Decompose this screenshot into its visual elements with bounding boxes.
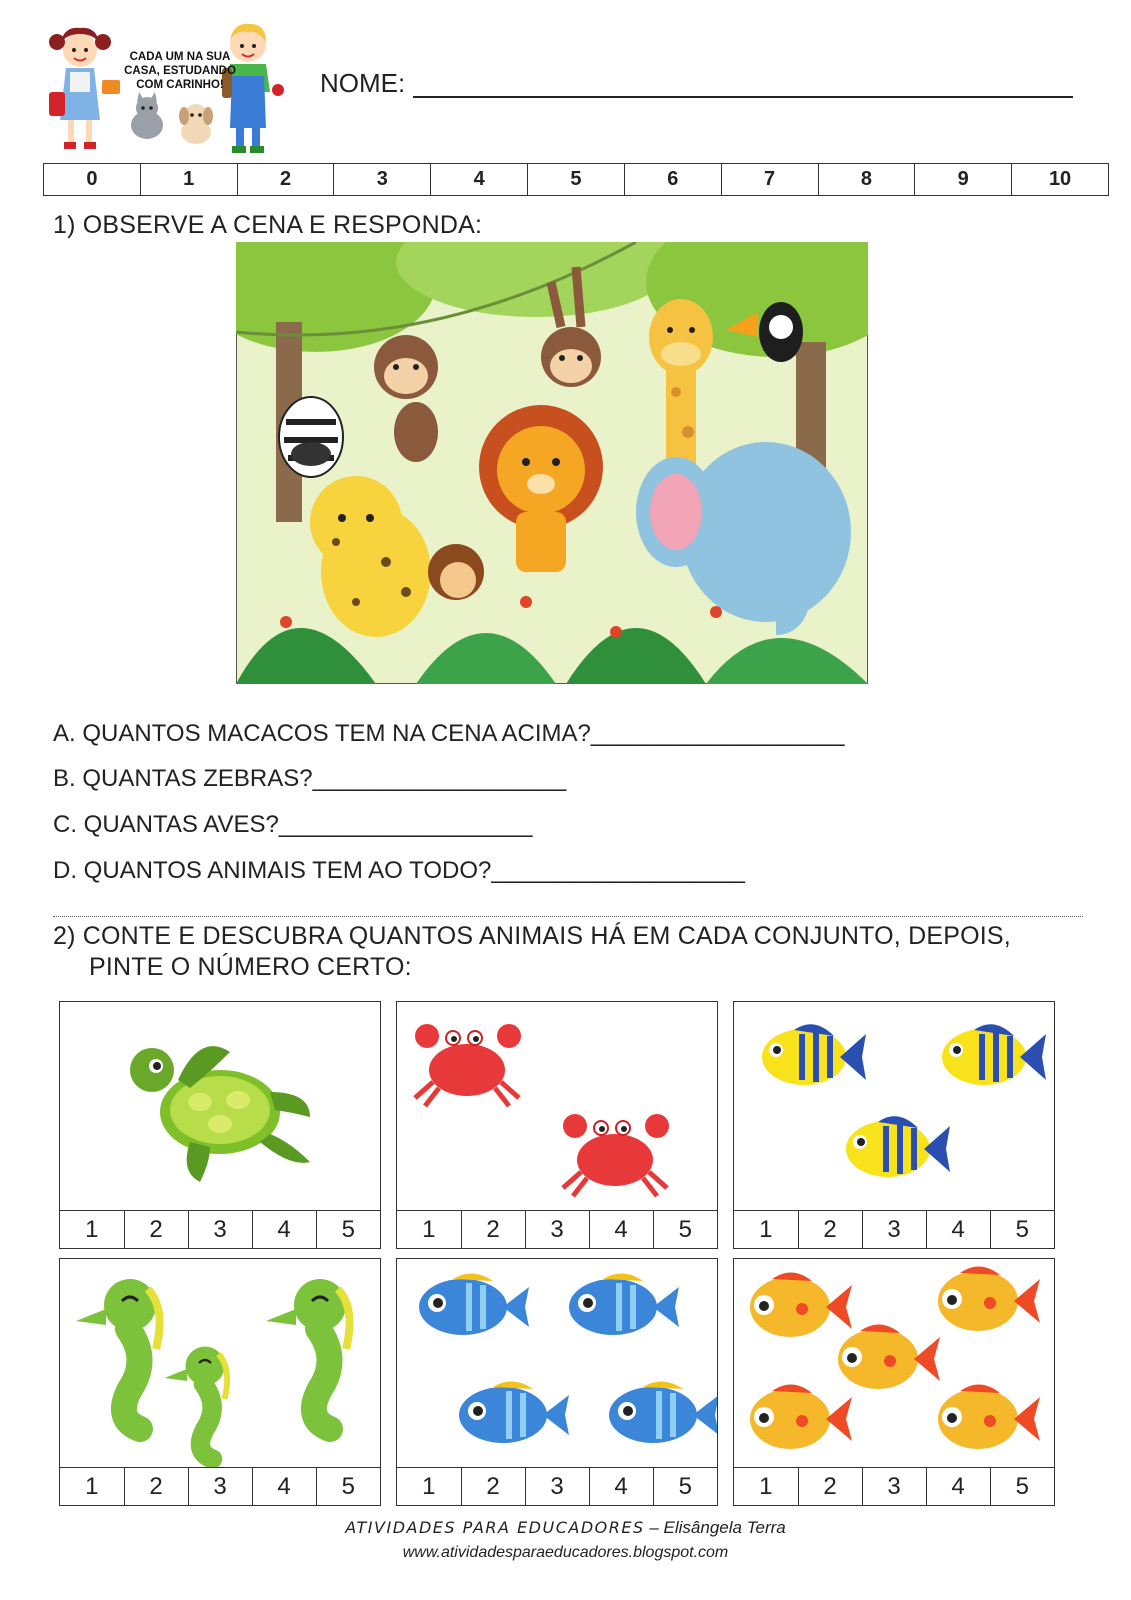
number-options: [397, 1467, 717, 1505]
number-option[interactable]: 2: [124, 1211, 188, 1249]
number-option[interactable]: 5: [990, 1211, 1054, 1249]
footer-author: – Elisângela Terra: [644, 1518, 786, 1537]
number-option[interactable]: 4: [926, 1211, 990, 1249]
logo-caption: [118, 50, 242, 92]
number-option[interactable]: 3: [188, 1468, 252, 1506]
number-options: [734, 1467, 1054, 1505]
count-set-crabs: [396, 1001, 718, 1249]
grade-cell[interactable]: 2: [237, 164, 334, 196]
number-option[interactable]: 1: [60, 1468, 124, 1506]
question-1d: D. QUANTOS ANIMAIS TEM AO TODO?___________________: [53, 857, 745, 884]
count-set-seahorses: [59, 1258, 381, 1506]
grade-cell[interactable]: 6: [624, 164, 721, 196]
count-set-blue-fish: [396, 1258, 718, 1506]
number-option[interactable]: 1: [397, 1468, 461, 1506]
number-option[interactable]: 5: [316, 1211, 380, 1249]
number-options: [60, 1467, 380, 1505]
seahorse-icon: [76, 1279, 160, 1429]
number-option[interactable]: 3: [862, 1211, 926, 1249]
jungle-scene-illustration: [236, 242, 868, 684]
grade-cell[interactable]: 7: [721, 164, 818, 196]
number-options: [397, 1210, 717, 1248]
name-label: NOME:: [320, 68, 406, 98]
yellow-fish-icon: [762, 1024, 866, 1085]
number-option[interactable]: 2: [461, 1468, 525, 1506]
question-1c: C. QUANTAS AVES?___________________: [53, 811, 533, 838]
number-option[interactable]: 4: [252, 1468, 316, 1506]
question-1b: B. QUANTAS ZEBRAS?___________________: [53, 765, 567, 792]
grade-scale: [43, 163, 1109, 196]
question-1-title: 1) OBSERVE A CENA E RESPONDA:: [53, 211, 483, 239]
blue-fish-icon: [419, 1273, 529, 1335]
number-option[interactable]: 4: [589, 1211, 653, 1249]
number-option[interactable]: 4: [252, 1211, 316, 1249]
section-divider: [53, 916, 1083, 917]
logo-caption-line: CADA UM NA SUA: [129, 51, 231, 63]
footer-credit: [0, 1518, 1131, 1538]
footer-url[interactable]: www.atividadesparaeducadores.blogspot.com: [402, 1544, 729, 1561]
number-option[interactable]: 2: [798, 1211, 862, 1249]
name-answer-line[interactable]: [413, 96, 1073, 98]
count-set-yellow-fish: [733, 1001, 1055, 1249]
seahorses-illustration: [60, 1259, 380, 1467]
grade-cell[interactable]: 10: [1012, 164, 1109, 196]
yellow-fish-illustration: [734, 1002, 1054, 1210]
grade-cell[interactable]: 8: [818, 164, 915, 196]
grade-cell[interactable]: 9: [915, 164, 1012, 196]
number-option[interactable]: 2: [798, 1468, 862, 1506]
logo-caption-line: CASA, ESTUDANDO: [124, 65, 236, 77]
number-option[interactable]: 3: [862, 1468, 926, 1506]
question-1a: A. QUANTOS MACACOS TEM NA CENA ACIMA?___________________: [53, 720, 845, 747]
number-option[interactable]: 2: [461, 1211, 525, 1249]
orange-fish-icon: [938, 1384, 1040, 1449]
turtle-illustration: [60, 1002, 380, 1210]
crab-icon: [415, 1024, 521, 1106]
number-option[interactable]: 4: [926, 1468, 990, 1506]
number-option[interactable]: 2: [124, 1468, 188, 1506]
number-options: [734, 1210, 1054, 1248]
blue-fish-icon: [569, 1273, 679, 1335]
number-option[interactable]: 5: [653, 1211, 717, 1249]
number-option[interactable]: 3: [525, 1211, 589, 1249]
seahorse-icon: [266, 1279, 350, 1429]
seahorse-icon: [165, 1347, 228, 1460]
logo-caption-line: COM CARINHO!: [136, 79, 224, 91]
question-2-title-line: 2) CONTE E DESCUBRA QUANTOS ANIMAIS HÁ EM CADA CONJUNTO, DEPOIS,: [53, 922, 1011, 950]
number-option[interactable]: 1: [734, 1211, 798, 1249]
blue-fish-icon: [459, 1381, 569, 1443]
number-option[interactable]: 3: [525, 1468, 589, 1506]
number-option[interactable]: 5: [653, 1468, 717, 1506]
number-option[interactable]: 4: [589, 1468, 653, 1506]
turtle-icon: [130, 1046, 310, 1182]
grade-cell[interactable]: 5: [528, 164, 625, 196]
number-option[interactable]: 3: [188, 1211, 252, 1249]
question-2-title-line: PINTE O NÚMERO CERTO:: [89, 953, 412, 981]
number-option[interactable]: 1: [734, 1468, 798, 1506]
count-set-turtles: [59, 1001, 381, 1249]
crab-icon: [563, 1114, 669, 1196]
orange-fish-icon: [938, 1266, 1040, 1331]
number-option[interactable]: 1: [397, 1211, 461, 1249]
orange-fish-icon: [838, 1324, 940, 1389]
number-option[interactable]: 1: [60, 1211, 124, 1249]
number-option[interactable]: 5: [316, 1468, 380, 1506]
number-options: [60, 1210, 380, 1248]
blue-fish-icon: [609, 1381, 717, 1443]
yellow-fish-icon: [942, 1024, 1046, 1085]
grade-cell[interactable]: 0: [44, 164, 141, 196]
grade-cell[interactable]: 3: [334, 164, 431, 196]
number-option[interactable]: 5: [990, 1468, 1054, 1506]
grade-cell[interactable]: 4: [431, 164, 528, 196]
question-2-title: [53, 921, 1011, 983]
orange-fish-illustration: [734, 1259, 1054, 1467]
grade-cell[interactable]: 1: [140, 164, 237, 196]
count-set-orange-fish: [733, 1258, 1055, 1506]
footer-brand: ATIVIDADES PARA EDUCADORES: [345, 1518, 645, 1537]
yellow-fish-icon: [846, 1116, 950, 1177]
blue-fish-illustration: [397, 1259, 717, 1467]
crabs-illustration: [397, 1002, 717, 1210]
orange-fish-icon: [750, 1384, 852, 1449]
orange-fish-icon: [750, 1272, 852, 1337]
